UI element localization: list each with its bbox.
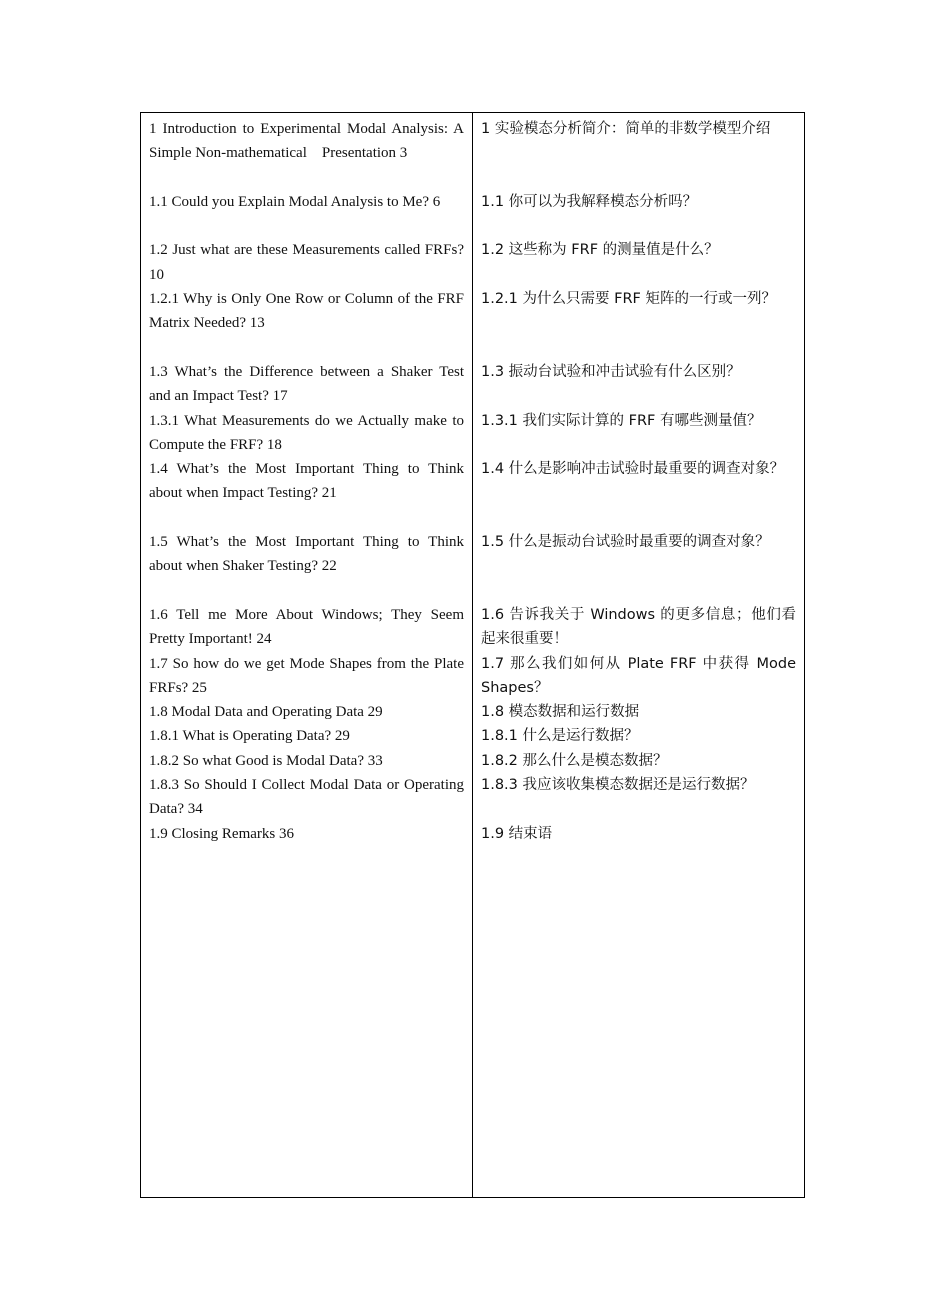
toc-entry-en-1-1: 1.1 Could you Explain Modal Analysis to Me? 6 [149,193,441,210]
toc-entry-en-1-8-2: 1.8.2 So what Good is Modal Data? 33 [149,752,383,769]
toc-entry-en-1-3-1: 1.3.1 What Measurements do we Actually make to Compute the FRF? 18 [149,412,464,453]
spacer [481,336,796,360]
toc-entry-en-1-4: 1.4 What’s the Most Important Thing to Think about when Impact Testing? 21 [149,461,464,502]
toc-entry-zh-1-8-1: 1.8.1 什么是运行数据？ [481,728,639,745]
toc-entry-zh-1: 1 实验模态分析简介：简单的非数学模型介绍 [481,121,771,137]
english-toc-column [141,113,473,1198]
toc-entry-en-1-9: 1.9 Closing Remarks 36 [149,825,294,842]
toc-entry-en-1-6: 1.6 Tell me More About Windows; They Seem Pretty Important! 24 [149,606,464,648]
toc-entry-zh-1-9: 1.9 结束语 [481,825,553,842]
spacer [149,579,464,603]
spacer [149,336,464,360]
toc-entry-zh-1-2-1: 1.2.1 为什么只需要 FRF 矩阵的一行或一列？ [481,291,776,308]
toc-entry-zh-1-4: 1.4 什么是影响冲击试验时最重要的调查对象？ [481,461,785,478]
table-row [141,113,805,1198]
spacer [149,506,464,530]
spacer [481,506,796,530]
toc-entry-en-1-2-1: 1.2.1 Why is Only One Row or Column of the FRF Matrix Needed? 13 [149,291,464,332]
toc-entry-en-1-7: 1.7 So how do we get Mode Shapes from the Plate FRFs? 25 [149,655,464,696]
toc-entry-en-1-3: 1.3 What’s the Difference between a Shaker Test and an Impact Test? 17 [149,363,464,405]
toc-entry-en-1-8-1: 1.8.1 What is Operating Data? 29 [149,728,350,745]
toc-entry-zh-1-5: 1.5 什么是振动台试验时最重要的调查对象？ [481,534,770,551]
toc-entry-en-1: 1 Introduction to Experimental Modal Analysis: A Simple Non-mathematical Presentation 3 [149,121,464,162]
spacer [481,579,796,603]
toc-entry-en-1-8-3: 1.8.3 So Should I Collect Modal Data or Operating Data? 34 [149,777,464,818]
chinese-toc-column [473,113,805,1198]
toc-entry-zh-1-2: 1.2 这些称为 FRF 的测量值是什么？ [481,242,719,259]
toc-entry-en-1-2: 1.2 Just what are these Measurements called FRFs? 10 [149,242,464,283]
toc-entry-zh-1-8-3: 1.8.3 我应该收集模态数据还是运行数据？ [481,777,755,794]
toc-entry-zh-1-7: 1.7 那么我们如何从 Plate FRF 中获得 Mode Shapes？ [481,655,796,696]
toc-entry-zh-1-1: 1.1 你可以为我解释模态分析吗？ [481,193,698,210]
toc-entry-zh-1-8-2: 1.8.2 那么什么是模态数据？ [481,752,668,769]
bilingual-toc-table [140,112,805,1198]
toc-entry-zh-1-3: 1.3 振动台试验和冲击试验有什么区别？ [481,363,741,380]
spacer [481,166,796,190]
toc-entry-en-1-8: 1.8 Modal Data and Operating Data 29 [149,704,383,721]
toc-entry-zh-1-3-1: 1.3.1 我们实际计算的 FRF 有哪些测量值？ [481,412,762,429]
spacer [149,166,464,190]
toc-entry-zh-1-8: 1.8 模态数据和运行数据 [481,704,640,721]
toc-entry-zh-1-6: 1.6 告诉我关于 Windows 的更多信息；他们看起来很重要！ [481,606,796,648]
toc-entry-en-1-5: 1.5 What’s the Most Important Thing to Think about when Shaker Testing? 22 [149,534,464,575]
